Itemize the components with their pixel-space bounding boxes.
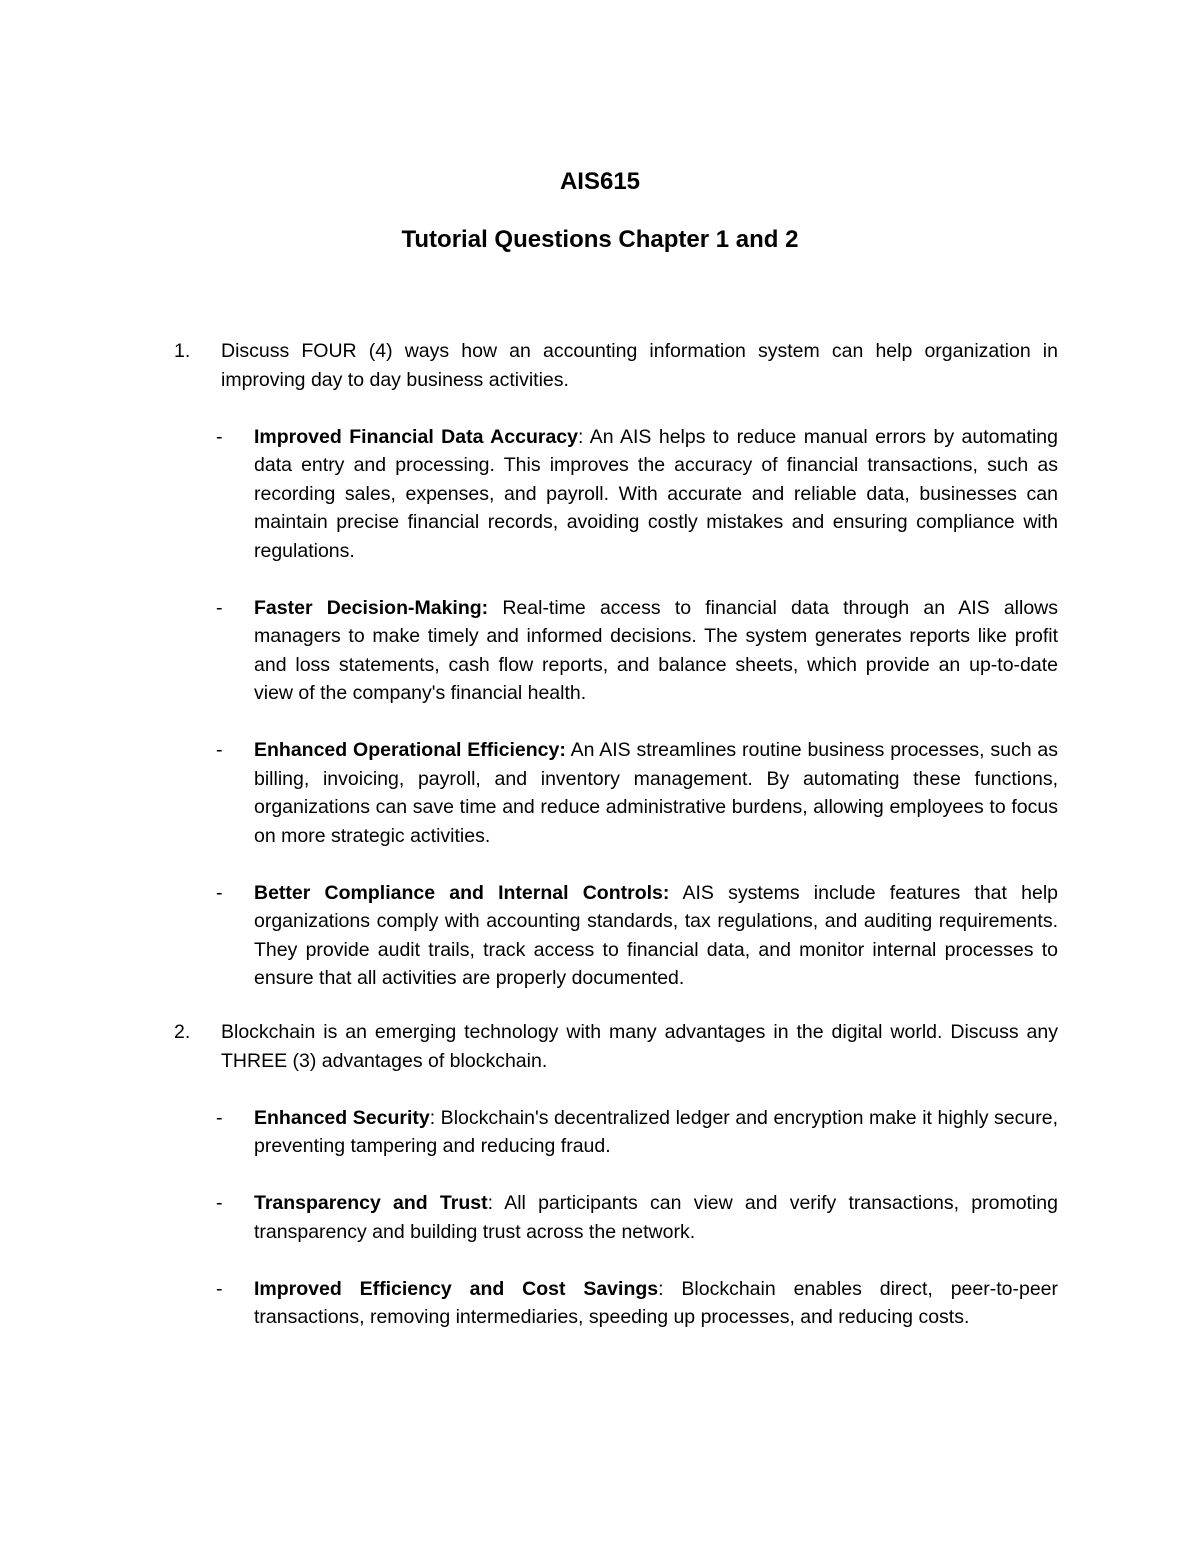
- question-2-prompt: [174, 1018, 1058, 1075]
- answer-body: : All participants can view and verify transactions, promoting transparency and building trust across the network.: [254, 1192, 1058, 1243]
- bullet-dash: -: [216, 1277, 223, 1300]
- bullet-dash: -: [216, 881, 223, 904]
- answer-item: [174, 594, 1058, 708]
- answer-term: Improved Efficiency and Cost Savings: [254, 1277, 659, 1300]
- answer-term: Enhanced Operational Efficiency:: [254, 739, 566, 761]
- question-text: Discuss FOUR (4) ways how an accounting information system can help organization in improving day to day business activities.: [221, 340, 1058, 391]
- answer-term: Better Compliance and Internal Controls:: [254, 881, 670, 904]
- answer-body: An AIS streamlines routine business processes, such as billing, invoicing, payroll, and inventory management. By automating these functions, organizations can save time and reduce administrative burdens, allowing employees to focus on more strategic activities.: [254, 739, 1058, 847]
- answer-body: : Blockchain enables direct, peer-to-peer transactions, removing intermediaries, speeding up processes, and reducing costs.: [254, 1277, 1059, 1328]
- answer-item: [174, 423, 1058, 566]
- question-number: 2.: [174, 1021, 191, 1043]
- question-1-prompt: [174, 337, 1058, 394]
- answer-list: [174, 1104, 1058, 1332]
- answer-term: Faster Decision-Making:: [254, 596, 489, 619]
- answer-body: : An AIS helps to reduce manual errors by automating data entry and processing. This improves the accuracy of financial transactions, such as recording sales, expenses, and payroll. With accurate and reliable data, businesses can maintain precise financial records, avoiding costly mistakes and ensuring compliance with regulations.: [254, 425, 1058, 562]
- answer-body: : Blockchain's decentralized ledger and encryption make it highly secure, preventing tampering and reducing fraud.: [254, 1106, 1058, 1157]
- answer-item: [174, 1275, 1058, 1332]
- answer-term: Improved Financial Data Accuracy: [254, 425, 578, 448]
- answer-body: Real-time access to financial data through an AIS allows managers to make timely and informed decisions. The system generates reports like profit and loss statements, cash flow reports, and balance sheets, which provide an up-to-date view of the company's financial health.: [254, 596, 1059, 704]
- bullet-dash: -: [216, 1192, 223, 1214]
- bullet-dash: -: [216, 425, 223, 448]
- answer-term: Transparency and Trust: [254, 1192, 488, 1214]
- answer-item: [174, 1104, 1058, 1161]
- answer-list: [174, 423, 1058, 993]
- answer-item: [174, 1189, 1058, 1246]
- question-number: 1.: [174, 340, 191, 362]
- document-subtitle: Tutorial Questions Chapter 1 and 2: [401, 226, 799, 253]
- answer-term: Enhanced Security: [254, 1106, 430, 1129]
- question-2: [174, 1018, 1058, 1360]
- bullet-dash: -: [216, 739, 223, 761]
- answer-item: [174, 736, 1058, 850]
- bullet-dash: -: [216, 596, 223, 619]
- answer-item: [174, 879, 1058, 993]
- answer-body: AIS systems include features that help organizations comply with accounting standards, tax regulations, and auditing requirements. They provide audit trails, track access to financial data, and monitor internal processes to ensure that all activities are properly documented.: [254, 881, 1058, 989]
- question-1: [174, 337, 1058, 1021]
- question-text: Blockchain is an emerging technology with many advantages in the digital world. Discuss any THREE (3) advantages of blockchain.: [221, 1021, 1058, 1072]
- bullet-dash: -: [216, 1106, 223, 1129]
- document-title: AIS615: [559, 168, 641, 195]
